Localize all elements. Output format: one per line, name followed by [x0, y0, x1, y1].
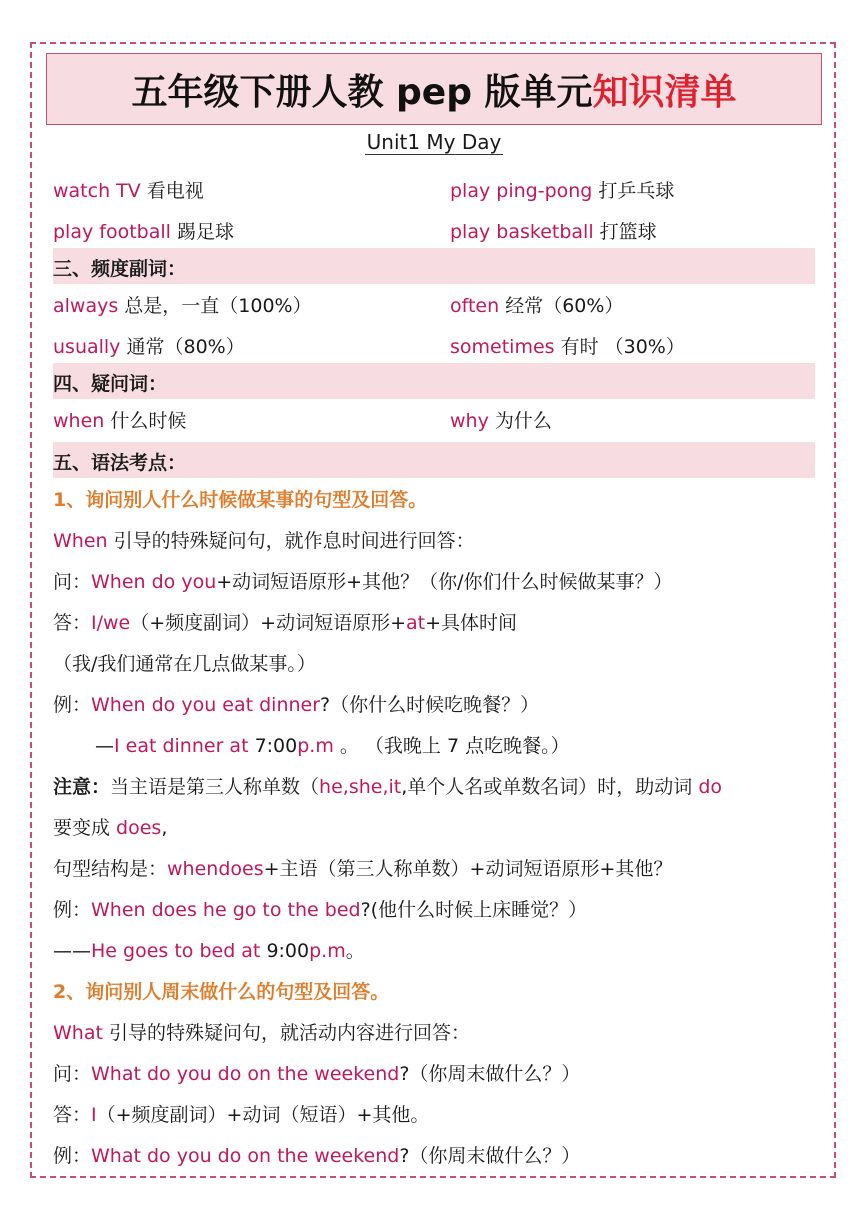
grammar-2-intro: What 引导的特殊疑问句，就活动内容进行回答：: [53, 1022, 470, 1044]
section-5-header: 五、语法考点：: [53, 442, 815, 478]
grammar-1-example-answer: —I eat dinner at 7:00p.m 。 （我晚上 7 点吃晚餐。）: [95, 735, 570, 757]
grammar-2-answer: 答：I（+频度副词）+动词（短语）+其他。: [53, 1104, 430, 1126]
freq-row-2: usually 通常（80%） sometimes 有时 （30%）: [53, 336, 685, 358]
grammar-1-intro: When 引导的特殊疑问句，就作息时间进行回答：: [53, 530, 475, 552]
grammar-1-heading: 1、询问别人什么时候做某事的句型及回答。: [53, 489, 428, 511]
section-4-header: 四、疑问词：: [53, 363, 815, 399]
grammar-1-example-2-answer: ——He goes to bed at 9:00p.m。: [53, 940, 365, 962]
grammar-1-example-2: 例：When does he go to the bed?(他什么时候上床睡觉？）: [53, 899, 588, 921]
unit-title: Unit1 My Day: [366, 130, 502, 154]
grammar-2-example: 例：What do you do on the weekend?（你周末做什么？）: [53, 1145, 581, 1167]
title-main: 五年级下册人教 pep 版单元: [131, 71, 593, 113]
vocab-row-2: play football 踢足球 play basketball 打篮球: [53, 221, 657, 243]
grammar-2-heading: 2、询问别人周末做什么的句型及回答。: [53, 981, 390, 1003]
page-title: [46, 53, 822, 125]
grammar-2-question: 问：What do you do on the weekend?（你周末做什么？）: [53, 1063, 581, 1085]
grammar-1-answer: 答：I/we（+频度副词）+动词短语原形+at+具体时间: [53, 612, 518, 634]
grammar-1-answer-note: （我/我们通常在几点做某事。）: [53, 653, 316, 675]
grammar-1-note: 注意：当主语是第三人称单数（he,she,it,单个人名或单数名词）时，助动词 do: [53, 776, 723, 798]
question-word-row: when 什么时候 why 为什么: [53, 410, 552, 432]
grammar-1-example: 例：When do you eat dinner?（你什么时候吃晚餐？）: [53, 694, 540, 716]
grammar-1-structure: 句型结构是：whendoes+主语（第三人称单数）+动词短语原形+其他？: [53, 858, 673, 880]
grammar-1-question: 问：When do you+动词短语原形+其他？（你/你们什么时候做某事？）: [53, 571, 673, 593]
section-3-header: 三、频度副词：: [53, 248, 815, 284]
freq-row-1: always 总是，一直（100%） often 经常（60%）: [53, 295, 624, 317]
vocab-row-1: watch TV 看电视 play ping-pong 打乒乓球: [53, 180, 675, 202]
grammar-1-note-2: 要变成 does,: [53, 817, 168, 839]
title-highlight: 知识清单: [592, 71, 737, 113]
